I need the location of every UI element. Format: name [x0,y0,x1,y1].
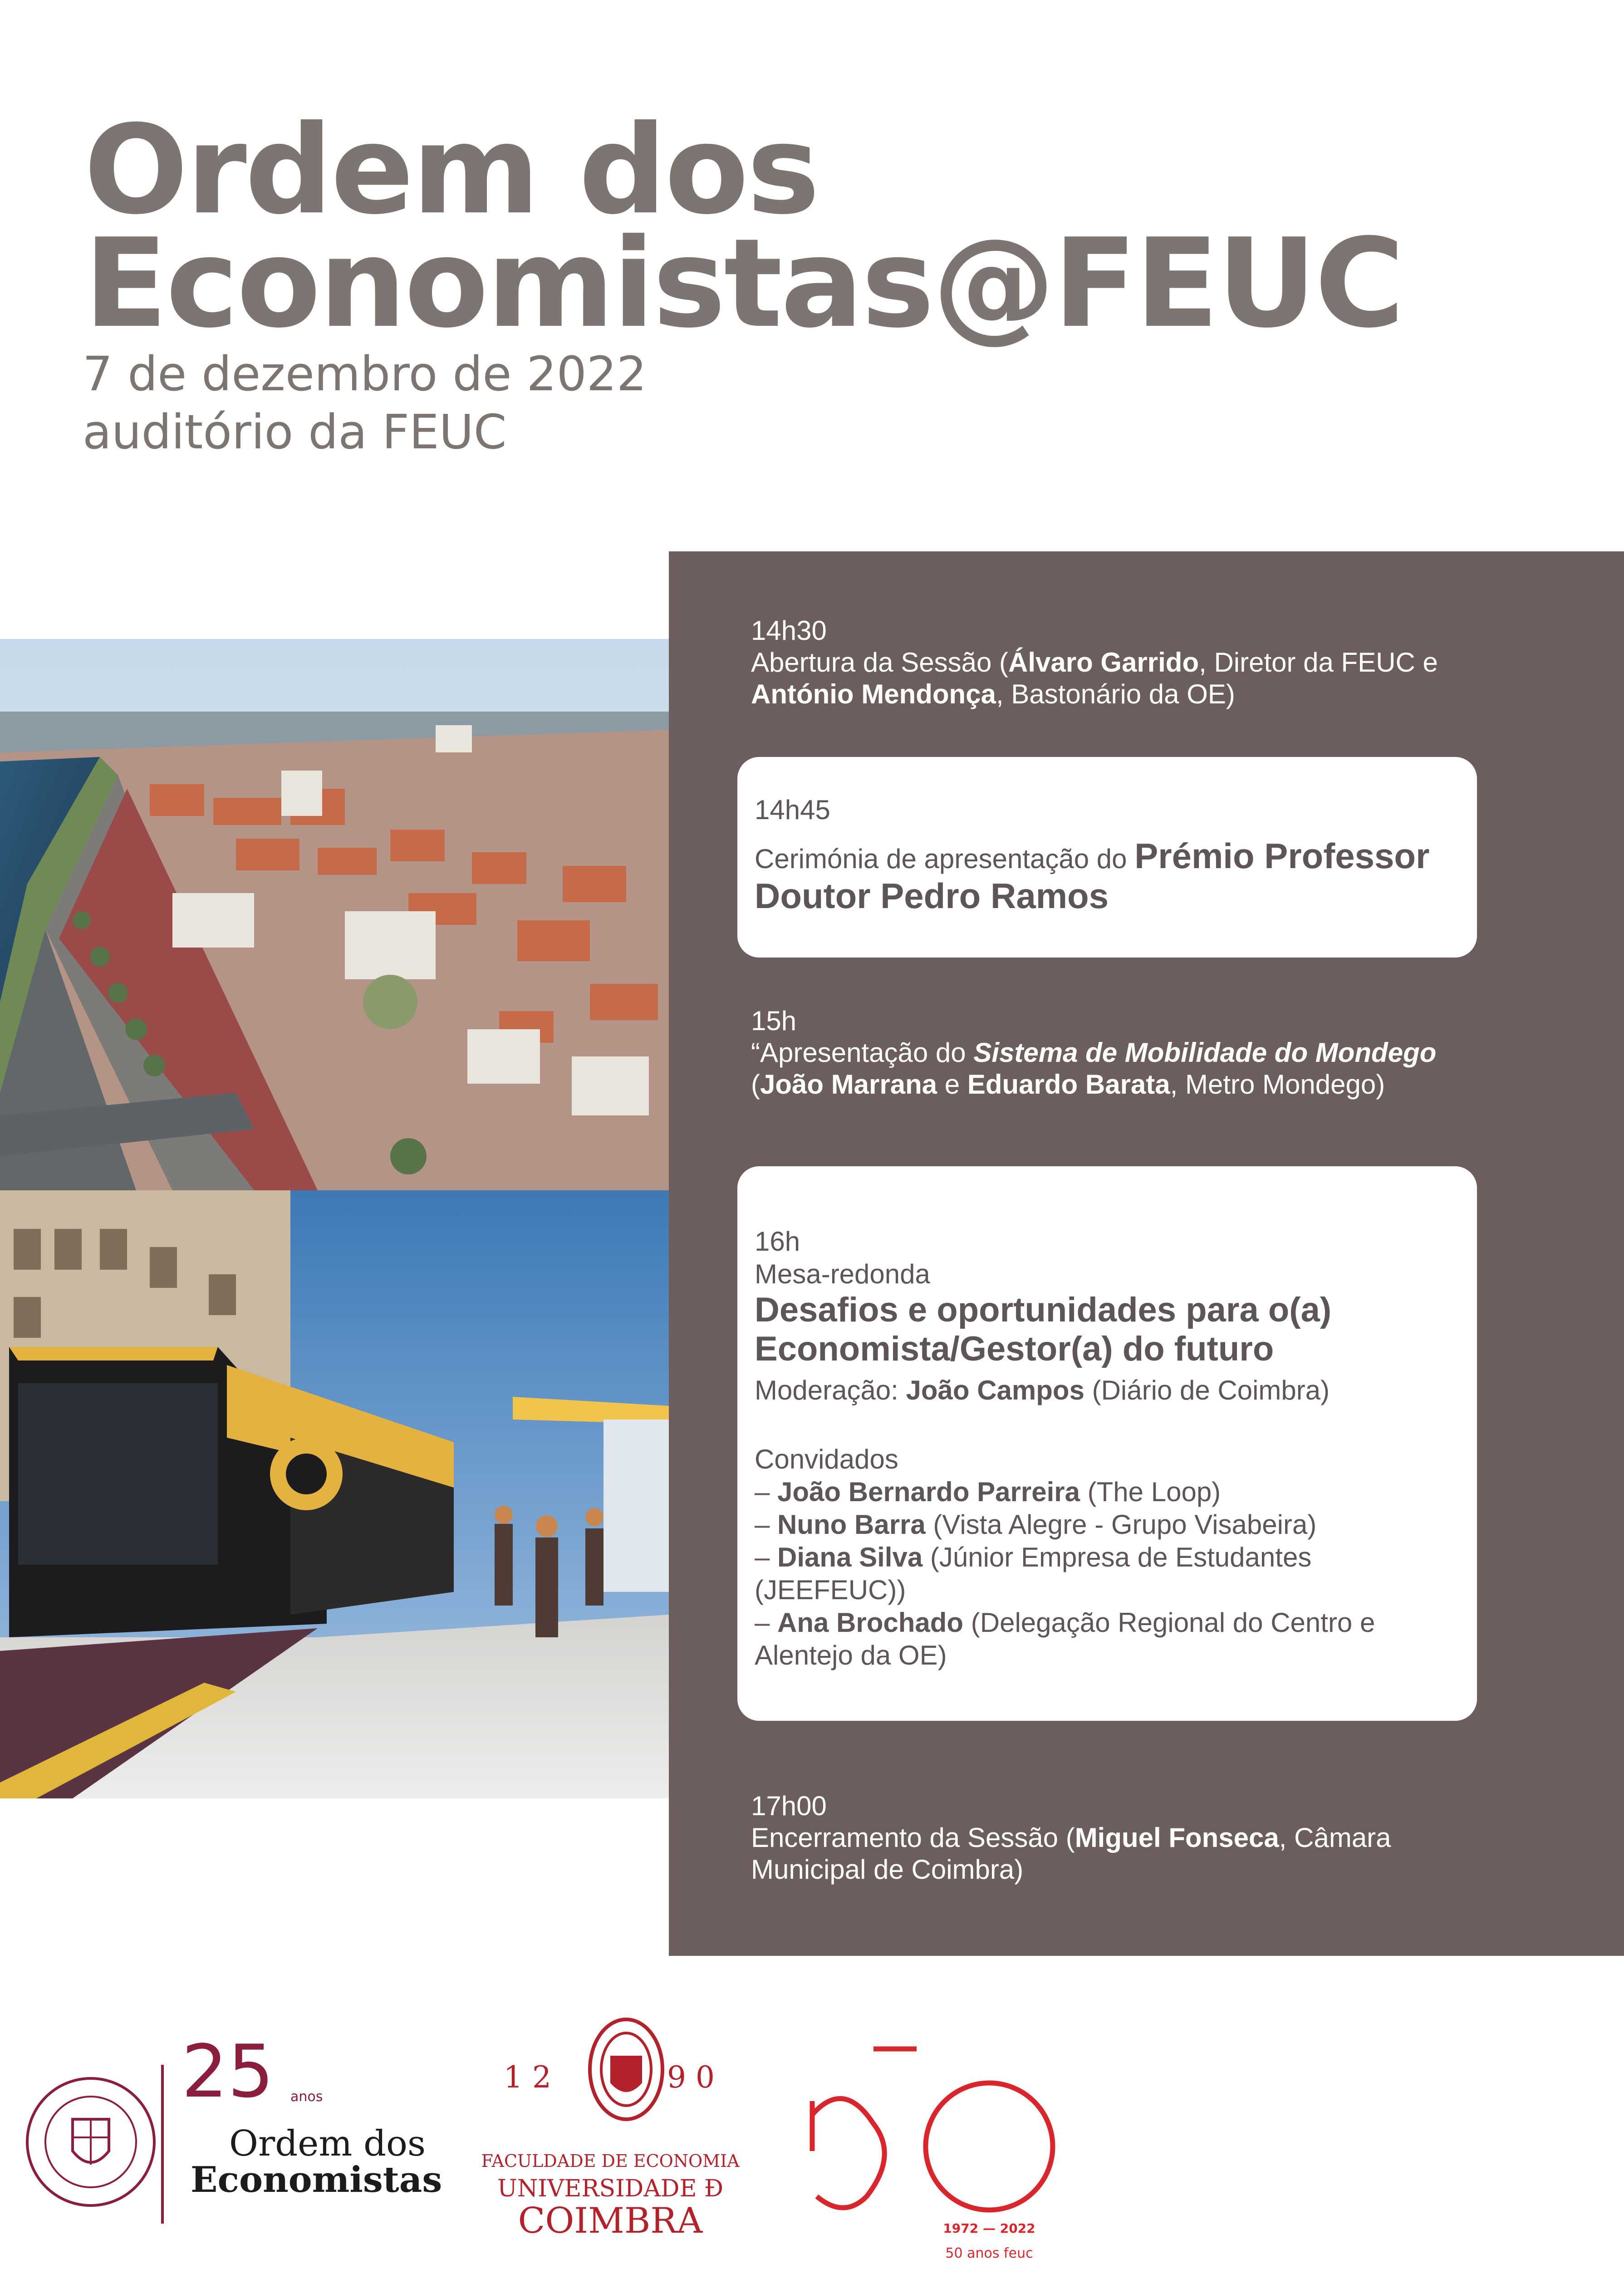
award-name-line-2: Doutor Pedro Ramos [755,876,1109,916]
session-award [755,794,1444,916]
guest-item: – João Bernardo Parreira (The Loop) [755,1477,1221,1507]
speaker-name: Miguel Fonseca [1074,1822,1279,1853]
feuc-50-logo [812,2049,1053,2210]
session-time: 14h30 [751,615,827,646]
session-time: 15h [751,1006,797,1036]
oe-line-1: Ordem dos [229,2123,426,2164]
uc-year-left: 1 2 [504,2060,551,2095]
uc-line-3: COIMBRA [518,2200,703,2241]
footer-logos [0,2006,1624,2269]
session-description: Abertura da Sessão (Álvaro Garrido, Diretor da FEUC e António Mendonça, Bastonário da OE) [751,647,1438,709]
event-subtitle [83,345,647,461]
award-name: Prémio Professor [1134,836,1430,876]
round-table-card [737,1166,1477,1721]
session-format: Mesa-redonda [755,1259,930,1289]
aerial-city-photo [0,639,669,1190]
speaker-name: Álvaro Garrido [1008,647,1199,678]
oe-divider [161,2065,164,2224]
guest-list [755,1476,1462,1672]
photo-collage [0,639,669,1798]
event-venue: auditório da FEUC [83,404,507,460]
tram-photo [0,1190,669,1798]
award-ceremony-card [737,757,1477,958]
session-time: 17h00 [751,1791,827,1821]
moderation: Moderação: João Campos (Diário de Coimbra) [755,1375,1330,1405]
guests-label: Convidados [755,1444,898,1474]
guest-item: – Diana Silva (Júnior Empresa de Estudantes (JEEFEUC)) [755,1542,1312,1605]
guest-item: – Nuno Barra (Vista Alegre - Grupo Visabeira) [755,1509,1317,1540]
event-date: 7 de dezembro de 2022 [83,346,647,402]
speaker-name: António Mendonça [751,679,996,709]
session-description: Encerramento da Sessão (Miguel Fonseca, Câmara Municipal de Coimbra) [751,1822,1391,1885]
session-description: “Apresentação do Sistema de Mobilidade do Mondego (João Marrana e Eduardo Barata, Metro Mondego) [751,1037,1437,1100]
round-table-topic-line-1: Desafios e oportunidades para o(a) [755,1291,1332,1329]
feuc-caption: 50 anos feuc [945,2245,1033,2261]
guest-item: – Ana Brochado (Delegação Regional do Centro e Alentejo da OE) [755,1607,1375,1670]
event-title [84,98,1581,355]
uc-line-1: FACULDADE DE ECONOMIA [481,2151,740,2171]
uc-line-2: UNIVERSIDADE Ɖ [497,2175,724,2202]
guest-name: Diana Silva [777,1542,923,1572]
speaker-name: Eduardo Barata [967,1069,1170,1100]
session-round-table [755,1225,1462,1672]
session-opening [751,615,1482,710]
oe-25: 25 [182,2029,274,2114]
session-time: 14h45 [755,795,830,825]
session-description: Cerimónia de apresentação do Prémio Professor [755,836,1430,876]
round-table-topic-line-2: Economista/Gestor(a) do futuro [755,1330,1274,1368]
uc-seal-icon [590,2019,662,2119]
moderator-name: João Campos [906,1375,1084,1405]
session-time: 16h [755,1226,800,1257]
guest-name: Nuno Barra [777,1509,926,1540]
talk-topic: Sistema de Mobilidade do Mondego [973,1037,1437,1068]
guest-name: João Bernardo Parreira [777,1477,1080,1507]
speaker-name: João Marrana [760,1069,937,1100]
oe-line-2: Economistas [191,2159,442,2200]
session-closing [751,1790,1482,1886]
feuc-years: 1972 — 2022 [943,2221,1035,2236]
title-line-1: Ordem dos [84,98,818,241]
uc-year-right: 9 0 [667,2060,715,2095]
session-mobility [751,1005,1482,1100]
oe-seal-logo [27,2078,154,2205]
guest-name: Ana Brochado [777,1607,964,1638]
oe-anos: anos [290,2089,323,2105]
title-line-2: Economistas@FEUC [84,212,1403,355]
